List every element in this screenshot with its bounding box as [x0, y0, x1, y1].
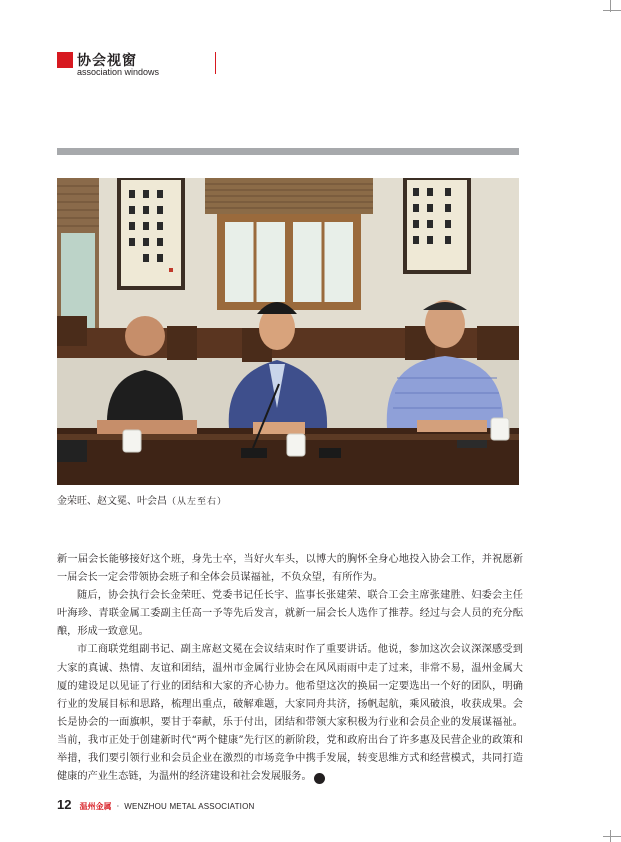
- photo-caption: [57, 492, 227, 507]
- magazine-name-en: WENZHOU METAL ASSOCIATION: [124, 802, 255, 811]
- crop-mark: [610, 830, 611, 842]
- article-paragraph: 随后，协会执行会长金荣旺、党委书记任长宇、监事长张建荣、联合工会主席张建胜、妇委会主任叶海珍、青联金属工委副主任高一予等先后发言，就新一届会长人选作了推荐。经过与会人员的充分酝酿，形成一致意见。: [57, 590, 523, 638]
- caption-names: 金荣旺、赵文冕、叶会昌: [57, 496, 167, 507]
- page-footer: [57, 794, 255, 813]
- section-title: 协会视窗: [77, 53, 137, 69]
- article-paragraph: 新一届会长能够接好这个班，身先士卒，当好火车头，以博大的胸怀全身心地投入协会工作，并祝愿新一届会长一定会带领协会班子和全体会员谋福祉，不负众望，有所作为。: [57, 554, 523, 584]
- divider-rule: [57, 148, 519, 155]
- footer-separator: ·: [116, 802, 120, 811]
- crop-mark: [610, 0, 611, 12]
- end-mark-icon: ⌂: [314, 773, 325, 784]
- header-divider: [215, 52, 216, 74]
- crop-mark: [603, 10, 621, 11]
- caption-hint: （从左至右）: [167, 497, 228, 507]
- meeting-photo: [57, 178, 519, 485]
- magazine-name-cn: 温州金属: [79, 802, 112, 811]
- section-marker-square: [57, 52, 73, 68]
- article-paragraph-text: 市工商联党组副书记、副主席赵文冕在会议结束时作了重要讲话。他说，参加这次会议深深感受到大家的真诚、热情、友谊和团结，温州市金属行业协会在风风雨雨中走了过来，非常不易，温州金属大厦的建设足以见证了行业的团结和大家的齐心协力。他希望这次的换届一定要选出一个好的团队，明确行业的发展目标和思路，梳理出重点，破解难题，大家同舟共济，扬帆起航，乘风破浪，收获成果。会长是协会的一面旗帜，要甘于奉献，乐于付出，团结和带领大家积极为行业和会员企业的发展谋福祉。当前，我市正处于创建新时代“两个健康”先行区的新阶段，党和政府出台了许多惠及民营企业的政策和举措，我们要引领行业和会员企业在激烈的市场竞争中携手发展，转变思维方式和经营模式，共同打造健康的产业生态链，为温州的经济建设和社会发展服务。: [57, 644, 523, 783]
- article-paragraph: [57, 641, 523, 786]
- crop-mark: [603, 836, 621, 837]
- page-number: 12: [57, 797, 72, 812]
- section-subtitle: association windows: [77, 67, 160, 77]
- article-body: [57, 551, 523, 786]
